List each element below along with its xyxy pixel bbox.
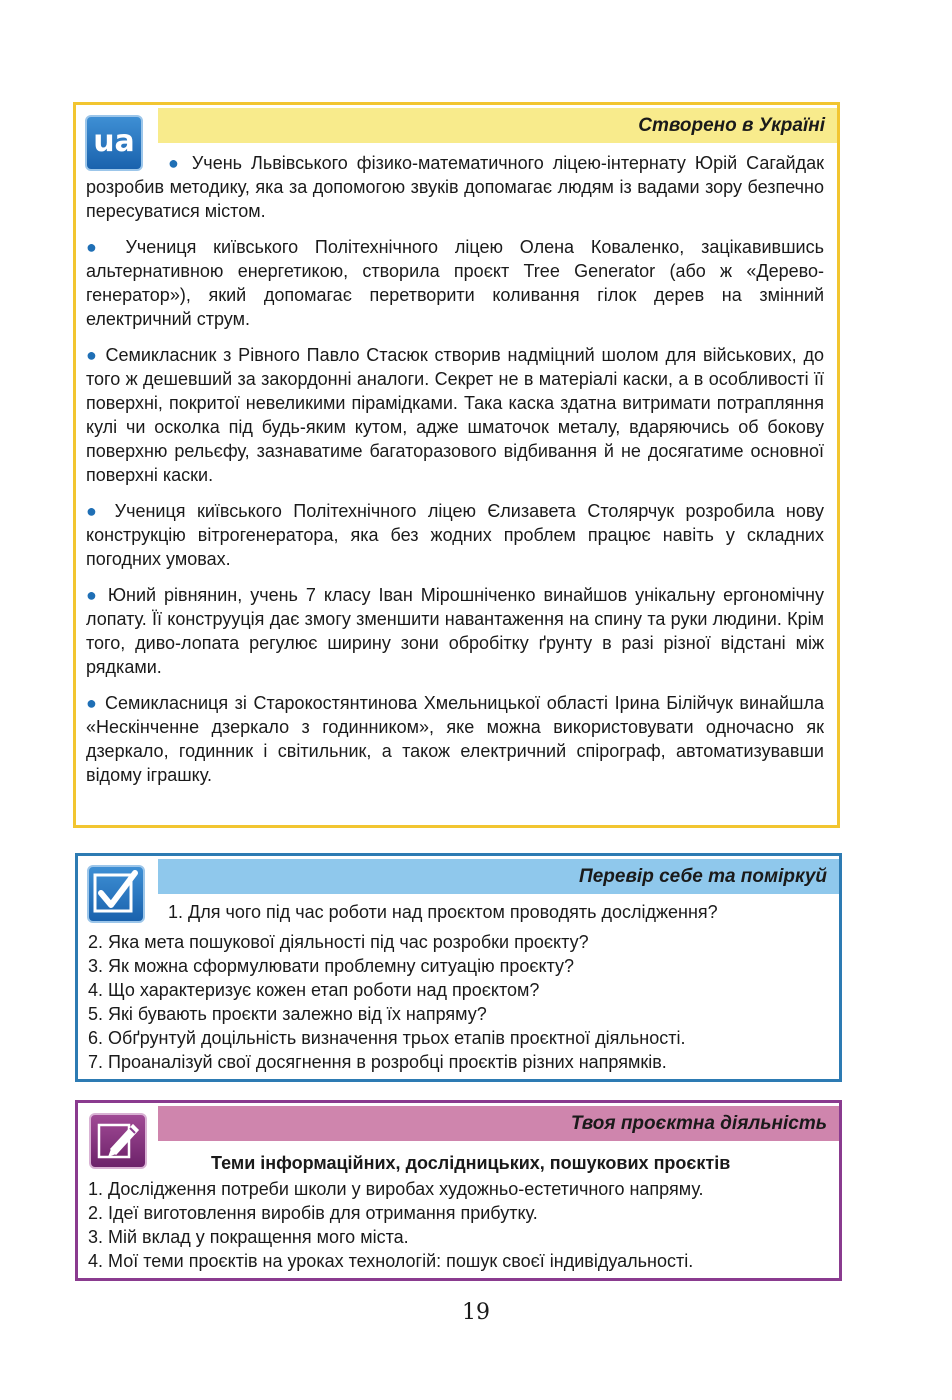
ukraine-icon-label: ua (93, 124, 135, 159)
project-topics-title: Теми інформаційних, дослідницьких, пошукових проєктів (211, 1153, 731, 1173)
ukraine-paragraph (86, 235, 824, 331)
created-in-ukraine-header: Створено в Україні (158, 108, 837, 143)
bullet-icon: ● (86, 693, 106, 713)
page-number: 19 (462, 1300, 490, 1325)
project-activity-box (75, 1100, 842, 1281)
checkmark-icon (87, 865, 145, 923)
question-item: 6. Обґрунтуй доцільність визначення трьох етапів проєктної діяльності. (88, 1028, 686, 1048)
question-list (88, 930, 828, 1074)
bullet-icon: ● (86, 345, 106, 365)
project-topic-item: 4. Мої теми проєктів на уроках технологій: пошук своєї індивідуальності. (88, 1251, 694, 1271)
bullet-icon: ● (86, 585, 108, 605)
project-topics-list (88, 1177, 828, 1273)
ukraine-paragraph (86, 343, 824, 487)
created-in-ukraine-text (86, 151, 824, 799)
ukraine-paragraph (86, 583, 824, 679)
question-item: 2. Яка мета пошукової діяльності під час розробки проєкту? (88, 932, 589, 952)
paragraph-text: Семикласниця зі Старокостянтинова Хмельницької області Ірина Білійчук винайшла «Нескінченне дзеркало з годинником», яке можна використовувати одночасно як дзеркало, годинник і світильник, а також електричний спірограф, автоматизувавши відому іграшку. (86, 693, 824, 785)
bullet-icon: ● (168, 153, 192, 173)
paragraph-text: Учениця київського Політехнічного ліцею Єлизавета Столярчук розробила нову конструкцію вітрогенератора, яка без жодних проблем працює навіть у складних погодних умовах. (86, 501, 824, 569)
check-yourself-box (75, 853, 842, 1082)
question-item: 7. Проаналізуй свої досягнення в розробці проєктів різних напрямків. (88, 1052, 667, 1072)
paragraph-text: Семикласник з Рівного Павло Стасюк створив надміцний шолом для військових, до того ж дешевший за закордонні аналоги. Секрет не в матеріалі каски, а в особливості її поверхні, покритої невеликими пірамідками. Така каска здатна витримати потрапляння кулі чи осколка під будь-яким кутом, адже шматочок металу, вдаряючись об бокову поверхню рельєфу, зазнаватиме багаторазового відбивання й не досягатиме основної поверхні каски. (86, 345, 824, 485)
project-topic-item: 3. Мій вклад у покращення мого міста. (88, 1227, 409, 1247)
question-item: 4. Що характеризує кожен етап роботи над проєктом? (88, 980, 540, 1000)
project-activity-header: Твоя проєктна діяльність (158, 1106, 839, 1141)
question-item: 1. Для чого під час роботи над проєктом проводять дослідження? (168, 902, 718, 922)
bullet-icon: ● (86, 237, 126, 257)
bullet-icon: ● (86, 501, 115, 521)
question-item: 5. Які бувають проєкти залежно від їх напряму? (88, 1004, 487, 1024)
paragraph-text: Юний рівнянин, учень 7 класу Іван Мірошніченко винайшов унікальну ергономічну лопату. Її конструуція дає змогу зменшити навантаження на спину та руки людини. Крім того, диво-лопата регулює ширину зони обробітку ґрунту в разі різної відстані між рядками. (86, 585, 824, 677)
ukraine-paragraph (86, 499, 824, 571)
project-topic-item: 2. Ідеї виготовлення виробів для отримання прибутку. (88, 1203, 538, 1223)
created-in-ukraine-box (73, 102, 840, 828)
check-yourself-header: Перевір себе та поміркуй (158, 859, 839, 894)
paragraph-text: Учениця київського Політехнічного ліцею Олена Коваленко, зацікавившись альтернативною енергетикою, створила проєкт Tree Generator (або ж «Дерево-генератор»), який допомагає перетворити коливання гілок дерев на змінний електричний струм. (86, 237, 824, 329)
project-topic-item: 1. Дослідження потреби школи у виробах художньо-естетичного напряму. (88, 1179, 704, 1199)
pencil-icon (89, 1113, 147, 1169)
ukraine-paragraph (86, 151, 824, 223)
question-item: 3. Як можна сформулювати проблемну ситуацію проєкту? (88, 956, 575, 976)
paragraph-text: Учень Львівського фізико-математичного ліцею-інтернату Юрій Сагайдак розробив методику, яка за допомогою звуків допомагає людям із вадами зору безпечно пересуватися містом. (86, 153, 825, 221)
ukraine-paragraph (86, 691, 824, 787)
